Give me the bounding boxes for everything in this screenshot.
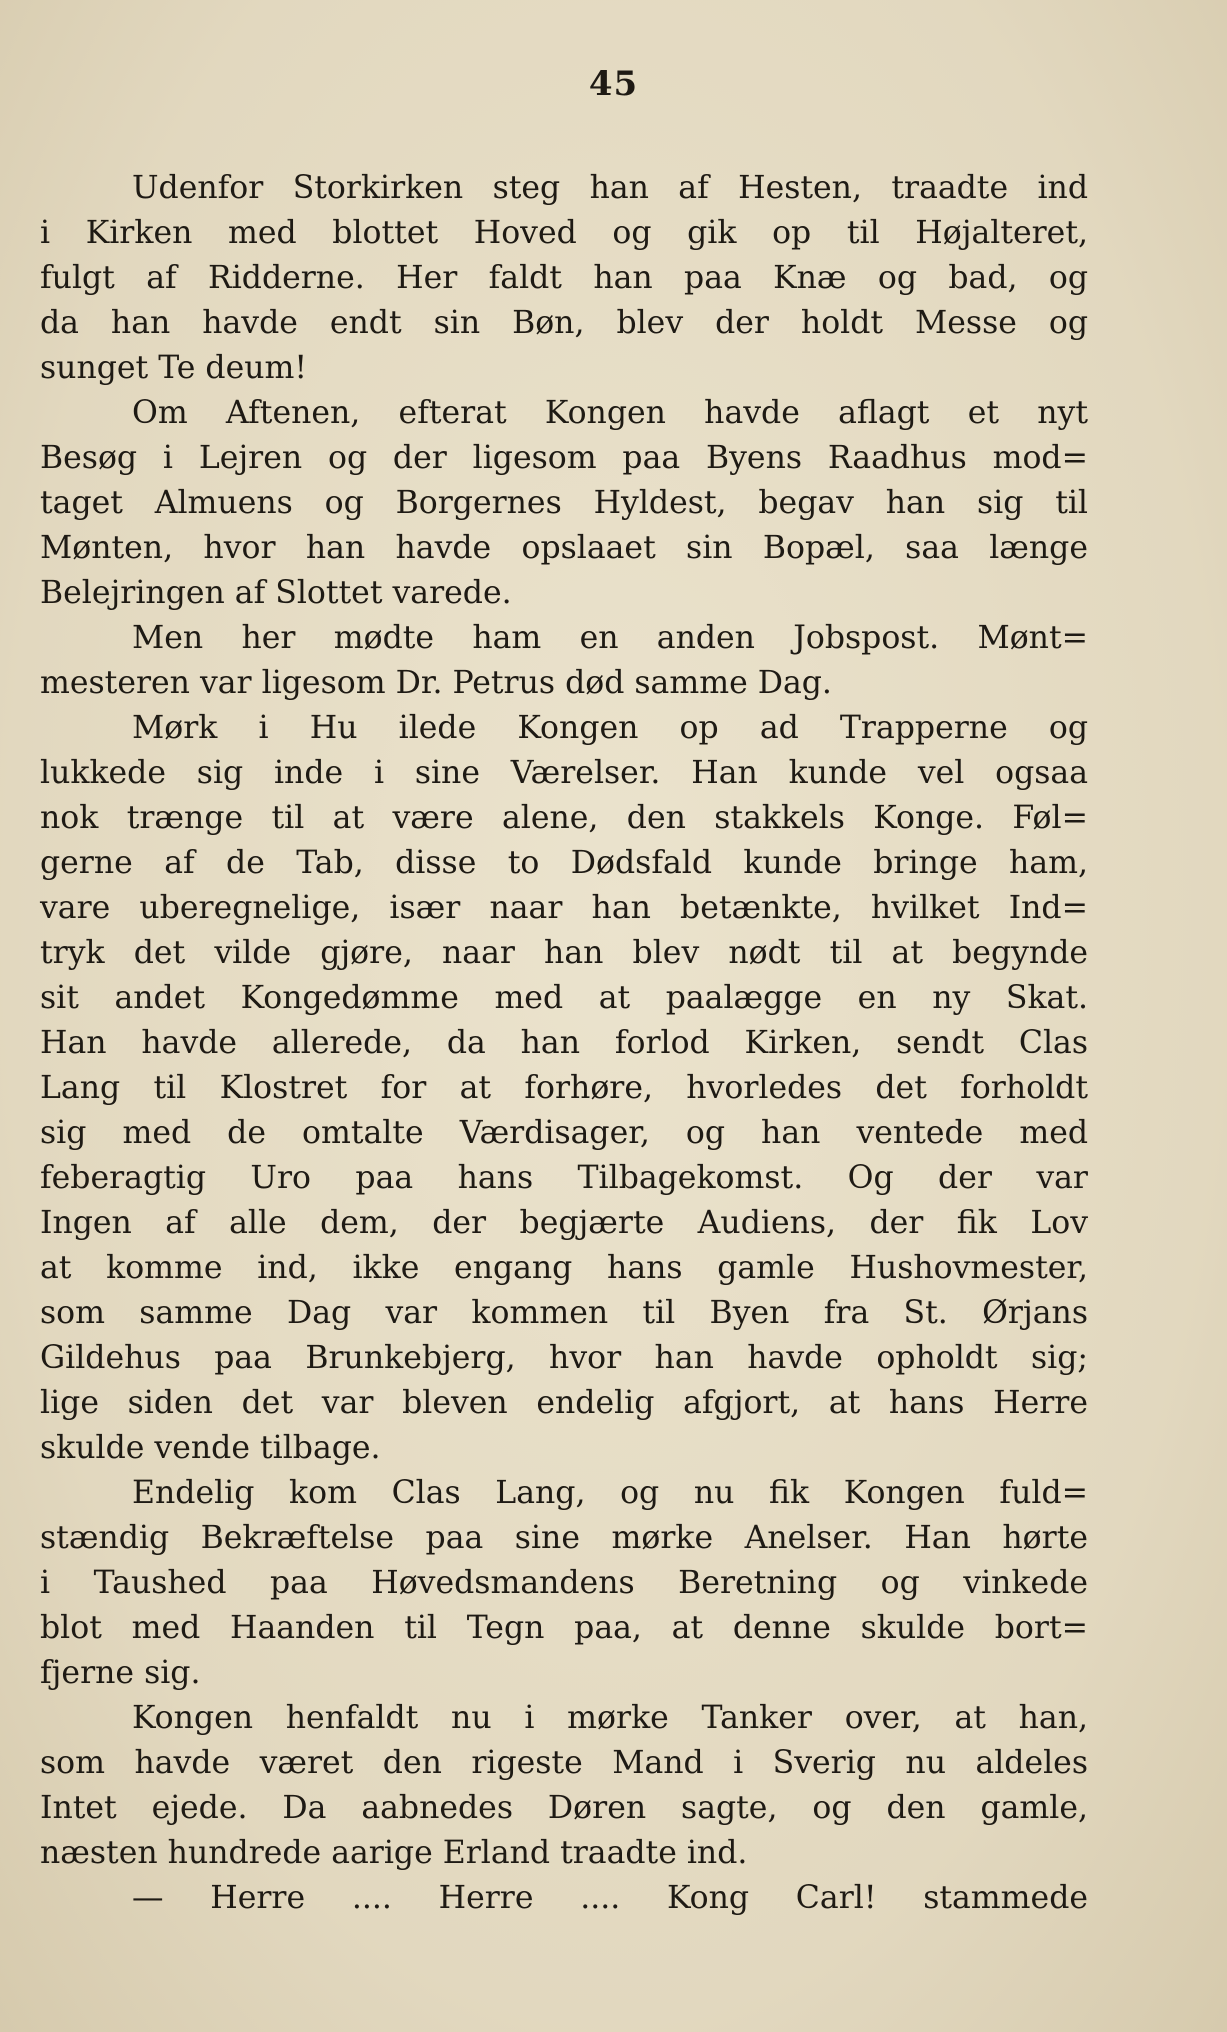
text-line: nok trænge til at være alene, den stakkels Konge. Føl= (40, 800, 1088, 836)
text-line: vare uberegnelige, især naar han betænkte, hvilket Ind= (40, 890, 1088, 926)
text-line: Ingen af alle dem, der begjærte Audiens, der fik Lov (40, 1205, 1088, 1241)
page-number: 45 (588, 64, 639, 104)
text-line: sig med de omtalte Værdisager, og han ventede med (40, 1115, 1088, 1151)
text-line: Intet ejede. Da aabnedes Døren sagte, og den gamle, (40, 1790, 1088, 1826)
text-line: da han havde endt sin Bøn, blev der holdt Messe og (40, 305, 1088, 341)
text-line: Men her mødte ham en anden Jobspost. Mønt= (132, 620, 1088, 656)
text-line: Mønten, hvor han havde opslaaet sin Bopæl, saa længe (40, 530, 1088, 566)
text-line: Udenfor Storkirken steg han af Hesten, traadte ind (132, 170, 1088, 206)
text-line: i Taushed paa Høvedsmandens Beretning og vinkede (40, 1565, 1088, 1601)
text-line: Kongen henfaldt nu i mørke Tanker over, at han, (132, 1700, 1088, 1736)
text-line: Lang til Klostret for at forhøre, hvorledes det forholdt (40, 1070, 1088, 1106)
text-line: som havde været den rigeste Mand i Sverig nu aldeles (40, 1745, 1088, 1781)
text-line: tryk det vilde gjøre, naar han blev nødt til at begynde (40, 935, 1088, 971)
text-line: — Herre .... Herre .... Kong Carl! stammede (132, 1880, 1088, 1916)
text-line: sunget Te deum! (40, 350, 308, 386)
text-line: gerne af de Tab, disse to Dødsfald kunde bringe ham, (40, 845, 1088, 881)
text-line: sit andet Kongedømme med at paalægge en ny Skat. (40, 980, 1088, 1016)
text-line: blot med Haanden til Tegn paa, at denne skulde bort= (40, 1610, 1088, 1646)
text-line: mesteren var ligesom Dr. Petrus død samme Dag. (40, 665, 832, 701)
text-line: lukkede sig inde i sine Værelser. Han kunde vel ogsaa (40, 755, 1088, 791)
text-line: næsten hundrede aarige Erland traadte ind. (40, 1835, 748, 1871)
text-line: feberagtig Uro paa hans Tilbagekomst. Og der var (40, 1160, 1088, 1196)
text-line: Mørk i Hu ilede Kongen op ad Trapperne og (132, 710, 1088, 746)
text-line: fjerne sig. (40, 1655, 201, 1691)
text-line: taget Almuens og Borgernes Hyldest, begav han sig til (40, 485, 1088, 521)
body-text (40, 166, 1088, 1921)
text-line: Endelig kom Clas Lang, og nu fik Kongen fuld= (132, 1475, 1088, 1511)
text-line: Belejringen af Slottet varede. (40, 575, 512, 611)
text-line: stændig Bekræftelse paa sine mørke Anelser. Han hørte (40, 1520, 1088, 1556)
text-line: skulde vende tilbage. (40, 1430, 381, 1466)
text-line: i Kirken med blottet Hoved og gik op til Højalteret, (40, 215, 1088, 251)
text-line: at komme ind, ikke engang hans gamle Hushovmester, (40, 1250, 1088, 1286)
text-line: Besøg i Lejren og der ligesom paa Byens Raadhus mod= (40, 440, 1088, 476)
text-line: lige siden det var bleven endelig afgjort, at hans Herre (40, 1385, 1088, 1421)
text-line: fulgt af Ridderne. Her faldt han paa Knæ og bad, og (40, 260, 1088, 296)
text-line: som samme Dag var kommen til Byen fra St. Ørjans (40, 1295, 1088, 1331)
text-line: Om Aftenen, efterat Kongen havde aflagt et nyt (132, 395, 1088, 431)
text-line: Han havde allerede, da han forlod Kirken, sendt Clas (40, 1025, 1088, 1061)
text-line: Gildehus paa Brunkebjerg, hvor han havde opholdt sig; (40, 1340, 1088, 1376)
